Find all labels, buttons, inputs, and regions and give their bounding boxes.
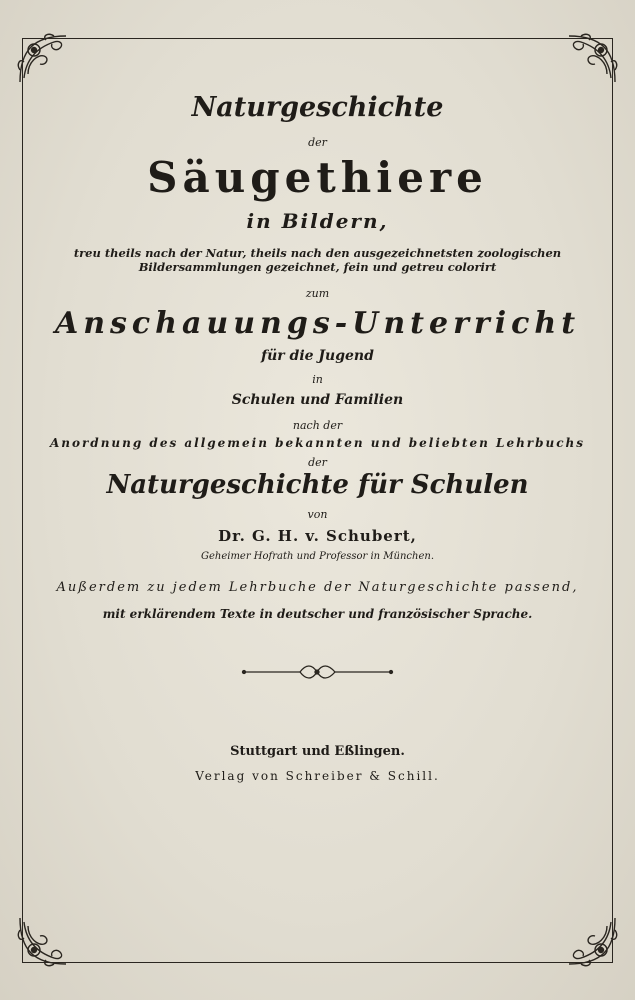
- description-line-1: treu theils nach der Natur, theils nach den ausgezeichnetsten zoologischen: [73, 245, 562, 260]
- in-bildern: in Bildern,: [246, 208, 389, 233]
- heading: Naturgeschichte: [191, 92, 444, 123]
- word-der-2: der: [308, 455, 327, 469]
- anordnung-line: Anordnung des allgemein bekannten und beliebten Lehrbuchs: [49, 436, 586, 451]
- corner-ornament-icon: [14, 912, 72, 970]
- word-von: von: [307, 508, 328, 522]
- fuer-die-jugend: für die Jugend: [261, 347, 374, 364]
- corner-ornament-icon: [14, 30, 72, 88]
- title-page-text: [40, 92, 595, 784]
- publisher: Verlag von Schreiber & Schill.: [195, 769, 440, 784]
- word-der: der: [308, 136, 327, 150]
- author-role: Geheimer Hofrath und Professor in München.: [200, 551, 434, 563]
- place: Stuttgart und Eßlingen.: [230, 744, 405, 760]
- book-title: Naturgeschichte für Schulen: [106, 470, 529, 501]
- description-line-2: Bildersammlungen gezeichnet, fein und getreu colorirt: [138, 260, 497, 275]
- word-in: in: [312, 372, 323, 386]
- schulen-und-familien: Schulen und Familien: [231, 392, 404, 409]
- author: Dr. G. H. v. Schubert,: [218, 527, 417, 545]
- divider-ornament-icon: [240, 661, 395, 683]
- big-subtitle: Anschauungs-Unterricht: [54, 306, 581, 342]
- corner-ornament-icon: [563, 30, 621, 88]
- main-title: Säugethiere: [147, 152, 488, 202]
- word-zum: zum: [305, 287, 330, 301]
- extra-line-1: Außerdem zu jedem Lehrbuche der Naturgeschichte passend,: [56, 579, 579, 595]
- extra-line-2: mit erklärendem Texte in deutscher und französischer Sprache.: [102, 606, 533, 621]
- nach-der: nach der: [292, 419, 343, 433]
- corner-ornament-icon: [563, 912, 621, 970]
